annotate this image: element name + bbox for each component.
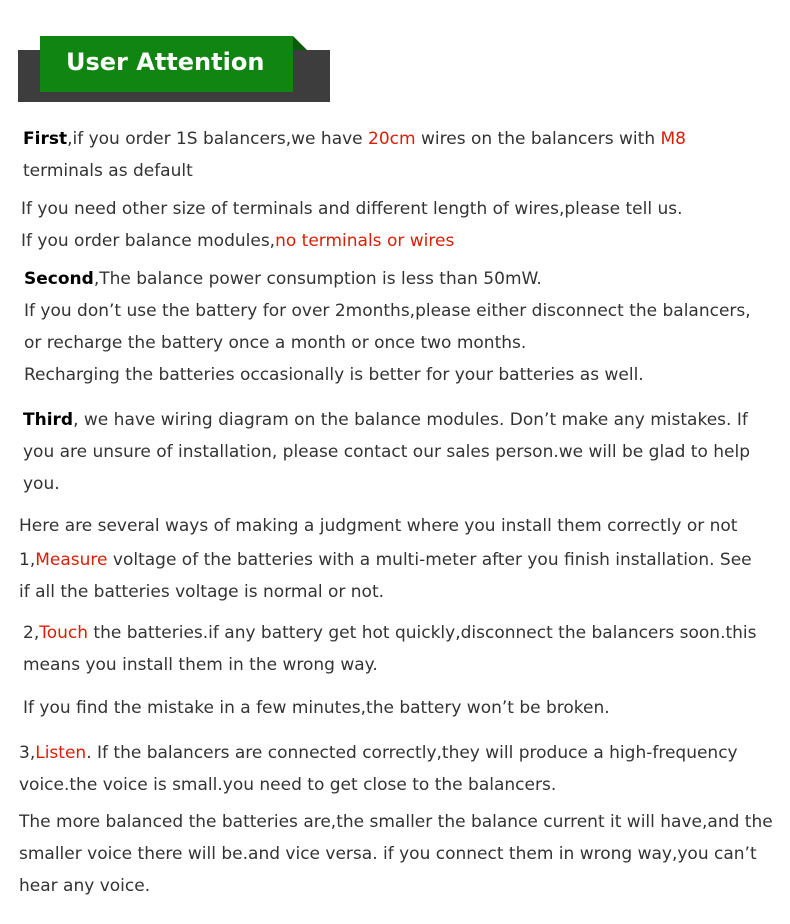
banner-fold — [293, 36, 307, 50]
terminals-line-1: If you need other size of terminals and different length of wires,please tell us. — [21, 199, 683, 219]
wire-length: 20cm — [368, 129, 416, 149]
terminal-type: M8 — [660, 129, 686, 149]
second-line-2: If you don’t use the battery for over 2months,please either disconnect the balancers, — [24, 301, 751, 321]
touch-paragraph — [23, 617, 757, 681]
touch-line-2: means you install them in the wrong way. — [23, 655, 378, 675]
balance-paragraph — [19, 806, 773, 902]
second-paragraph — [24, 263, 751, 391]
measure-line-2: if all the batteries voltage is normal or not. — [19, 582, 385, 602]
third-line-3: you. — [23, 474, 60, 494]
second-label: Second — [24, 269, 94, 289]
mistake-paragraph: If you find the mistake in a few minutes,the battery won’t be broken. — [23, 698, 610, 718]
balance-line-2: smaller voice there will be.and vice versa. if you connect them in wrong way,you can’t — [19, 844, 757, 864]
first-line-1: First,if you order 1S balancers,we have 20cm wires on the balancers with M8 — [23, 129, 686, 149]
first-paragraph — [23, 123, 686, 187]
banner-title: User Attention — [66, 48, 265, 76]
second-line-1: Second,The balance power consumption is less than 50mW. — [24, 269, 542, 289]
measure-line-1: 1,Measure voltage of the batteries with a multi-meter after you finish installation. See — [19, 550, 752, 570]
terminals-line-2: If you order balance modules,no terminals or wires — [21, 231, 455, 251]
balance-line-1: The more balanced the batteries are,the smaller the balance current it will have,and the — [19, 812, 773, 832]
touch-line-1: 2,Touch the batteries.if any battery get hot quickly,disconnect the balancers soon.this — [23, 623, 757, 643]
listen-keyword: Listen — [35, 743, 87, 763]
measure-paragraph — [19, 544, 752, 608]
third-label: Third — [23, 410, 74, 430]
third-line-1: Third, we have wiring diagram on the balance modules. Don’t make any mistakes. If — [23, 410, 748, 430]
terminals-paragraph — [21, 193, 683, 257]
first-label: First — [23, 129, 68, 149]
listen-line-1: 3,Listen. If the balancers are connected correctly,they will produce a high-frequency — [19, 743, 738, 763]
listen-paragraph — [19, 737, 738, 801]
second-line-4: Recharging the batteries occasionally is better for your batteries as well. — [24, 365, 644, 385]
first-line-2: terminals as default — [23, 161, 193, 181]
listen-line-2: voice.the voice is small.you need to get close to the balancers. — [19, 775, 557, 795]
second-line-3: or recharge the battery once a month or once two months. — [24, 333, 527, 353]
judgment-intro: Here are several ways of making a judgment where you install them correctly or not — [19, 516, 738, 536]
balance-line-3: hear any voice. — [19, 876, 151, 896]
no-terminals-note: no terminals or wires — [275, 231, 455, 251]
third-paragraph — [23, 404, 750, 500]
measure-keyword: Measure — [35, 550, 108, 570]
third-line-2: you are unsure of installation, please contact our sales person.we will be glad to help — [23, 442, 750, 462]
touch-keyword: Touch — [39, 623, 89, 643]
